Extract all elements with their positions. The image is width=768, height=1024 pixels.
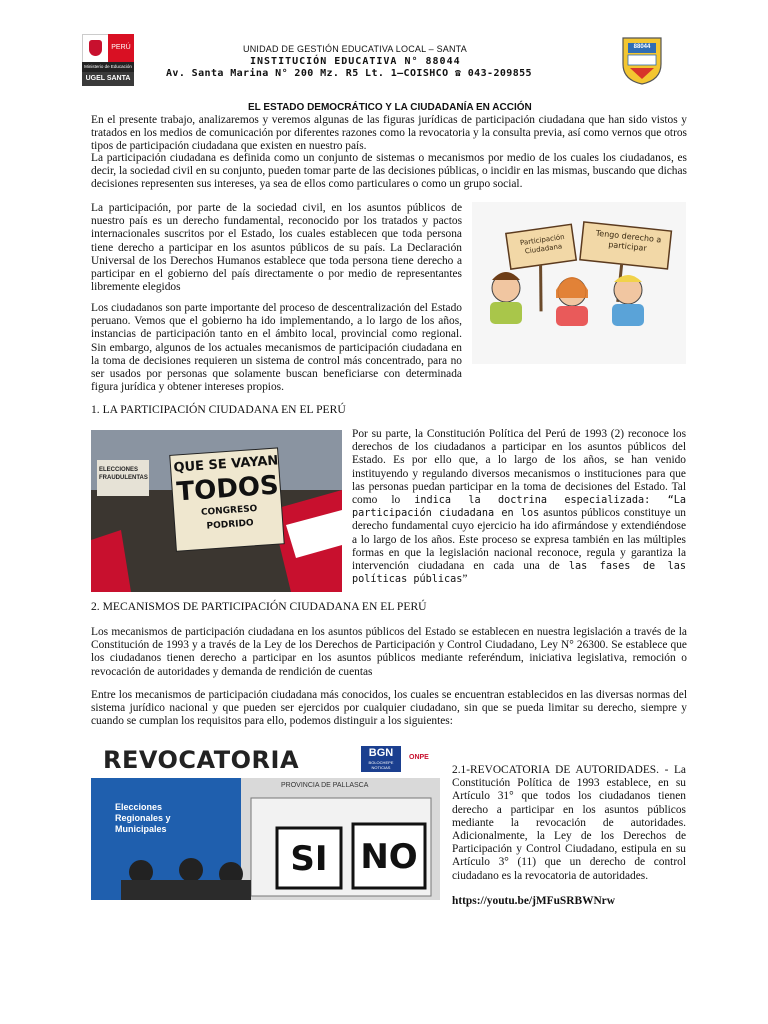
no-label: NO: [360, 837, 418, 877]
cartoon-sign-2: Tengo derecho a participar: [595, 228, 662, 253]
banner-text: ELECCIONES FRAUDULENTAS: [99, 467, 148, 481]
revocatoria-image: [91, 742, 440, 900]
section-2-paragraph-1: Los mecanismos de participación ciudadana en los asuntos públicos del Estado se establecen en nuestra legislación a través de la Constitución de 1993 y a través de la Ley de los Derechos de Participación y Control Ciudadano, Ley N° 26300. Se establece que los ciudadanos tienen derecho a participar en los asuntos públicos mediante referéndum, iniciativa legislativa, remoción o revocación de autoridades y demanda de rendición de cuentas: [91, 626, 687, 678]
video-link[interactable]: https://youtu.be/jMFuSRBWNrw: [452, 895, 615, 907]
citizens-paragraph: Los ciudadanos son parte importante del proceso de descentralización del Estado peruano. Vemos que el gobierno ha ido implementando, a lo largo de los años, instancias de participación tanto en el ámbito local, provincial como regional. Sin embargo, algunos de los actuales mecanismos de participación ciudadana en la toma de decisiones requieren un sistema de control más concentrado, para no ser usados por personas que solamente buscan beneficiarse con determinada figura jurídica y obtener intereses propios.: [91, 302, 462, 394]
participation-paragraph: La participación, por parte de la sociedad civil, en los asuntos públicos de nuestro país es un derecho fundamental, reconocido por los tratados y pactos internacionales suscritos por el Estado, los cuales establecen que toda persona tiene derecho a participar en los asuntos públicos de su país. La Declaración Universal de los Derechos Humanos establece que toda persona tiene derecho a participar en el gobierno del país directamente o por medio de representantes libremente elegidos: [91, 202, 462, 294]
section-1-text-a: Por su parte, la Constitución Política del Perú de 1993 (2) reconoce los derechos de los ciudadanos a participar en los asuntos públicos del Estado. Es por ello que, a lo largo de los años, se han venido instituyendo y regulando diversos mecanismos o instituciones para que las personas puedan participar en la toma de decisiones del Estado. Tal como lo: [352, 428, 686, 507]
revocatoria-paragraph: 2.1-REVOCATORIA DE AUTORIDADES. - La Constitución Política de 1993 establece, en su Artículo 31° que todos los ciudadanos tienen derecho a participar en los asuntos públicos mediante la revocación de autoridades. Adicionalmente, la Ley de los Derechos de Participación y Control Ciudadano, estipula en su Artículo 3° (11) que un derecho de control ciudadano es la revocatoria de autoridades.: [452, 764, 686, 882]
province-label: PROVINCIA DE PALLASCA: [281, 782, 369, 789]
header-school: INSTITUCIÓN EDUCATIVA N° 88044: [250, 56, 461, 67]
cartoon-sign-1: Participación Ciudadana: [519, 232, 566, 256]
section-1-text-d: asuntos públicos constituye un derecho fundamental cuyo ejercicio ha ido afirmándose y extendiéndose a lo largo de los años. Este proceso se expresa también en las múltiples formas en que la legislación nacional reconoce, regula y garantiza la intervención ciudadana en cada una de: [352, 507, 686, 573]
section-1-text-f: ”: [462, 573, 468, 586]
page-title: EL ESTADO DEMOCRÁTICO Y LA CIUDADANÍA EN ACCIÓN: [248, 102, 532, 113]
si-label: SI: [290, 839, 328, 879]
bgn-badge-sub: BOLOCHEPE NOTICIAS: [368, 760, 394, 770]
section-2-paragraph-2: Entre los mecanismos de participación ciudadana más conocidos, los cuales se encuentran establecidos en las diversas normas del sistema jurídico nacional y que pueden ser ejercidos por cualquier ciudadano, sin que se pueda limitar su derecho, siempre y cuando se cumplan los requisitos para ello, podemos distinguir a los siguientes:: [91, 689, 687, 728]
cartoon-illustration: [472, 202, 686, 364]
intro-paragraph-2: La participación ciudadana es definida como un conjunto de sistemas o mecanismos por medio de los cuales los ciudadanos, es decir, la sociedad civil en su conjunto, pueden tomar parte de las decisiones públicas, o incidir en las mismas, buscando que dichas decisiones representen sus intereses, ya sea de ellos como particulares o como un grupo social.: [91, 152, 687, 191]
section-1-heading: 1. LA PARTICIPACIÓN CIUDADANA EN EL PERÚ: [91, 403, 346, 416]
ugel-logo: [82, 34, 134, 86]
section-1-text-b: indica la doctrina especializada: [414, 495, 645, 507]
election-poster: Elecciones Regionales y Municipales: [115, 802, 171, 834]
ugel-label: UGEL SANTA: [82, 72, 134, 86]
bgn-badge-title: BGN: [368, 747, 394, 759]
section-1-body: [352, 428, 686, 586]
header-address: Av. Santa Marina N° 200 Mz. R5 Lt. 1–COISHCO ☎ 043-209855: [166, 68, 532, 79]
ministry-label: Ministerio de Educación: [82, 62, 134, 72]
section-1-text-c: : “La participación ciudadana en los: [352, 495, 686, 520]
section-2-heading: 2. MECANISMOS DE PARTICIPACIÓN CIUDADANA EN EL PERÚ: [91, 600, 427, 613]
section-1-text-e: las fases de las políticas públicas: [352, 561, 686, 586]
intro-paragraph-1: En el presente trabajo, analizaremos y veremos algunas de las figuras jurídicas de participación ciudadana que han sido vistos y tratados en los medios de comunicación por diferentes razones como la revocatoria y la consulta previa, así como vernos que otros tipos de participación ciudadana que existen en nuestro país.: [91, 114, 687, 153]
peru-shield-icon: [82, 34, 110, 64]
crest-icon: [620, 34, 664, 86]
cartoon-image: [472, 202, 686, 364]
crest-text: 88044: [633, 44, 651, 50]
protest-photo: [91, 430, 342, 592]
bgn-badge: [361, 746, 401, 772]
sign-line-2: TODOS: [175, 470, 280, 508]
onpe-label: ONPE: [409, 754, 429, 761]
header-org: UNIDAD DE GESTIÓN EDUCATIVA LOCAL – SANTA: [243, 44, 467, 54]
sign-line-3: CONGRESO PODRIDO: [200, 504, 258, 532]
revocatoria-headline: REVOCATORIA: [103, 746, 300, 774]
school-crest: [620, 34, 664, 86]
protest-sign: [172, 452, 283, 535]
country-label: PERÚ: [108, 34, 134, 62]
sign-line-1: QUE SE VAYAN: [173, 453, 279, 476]
